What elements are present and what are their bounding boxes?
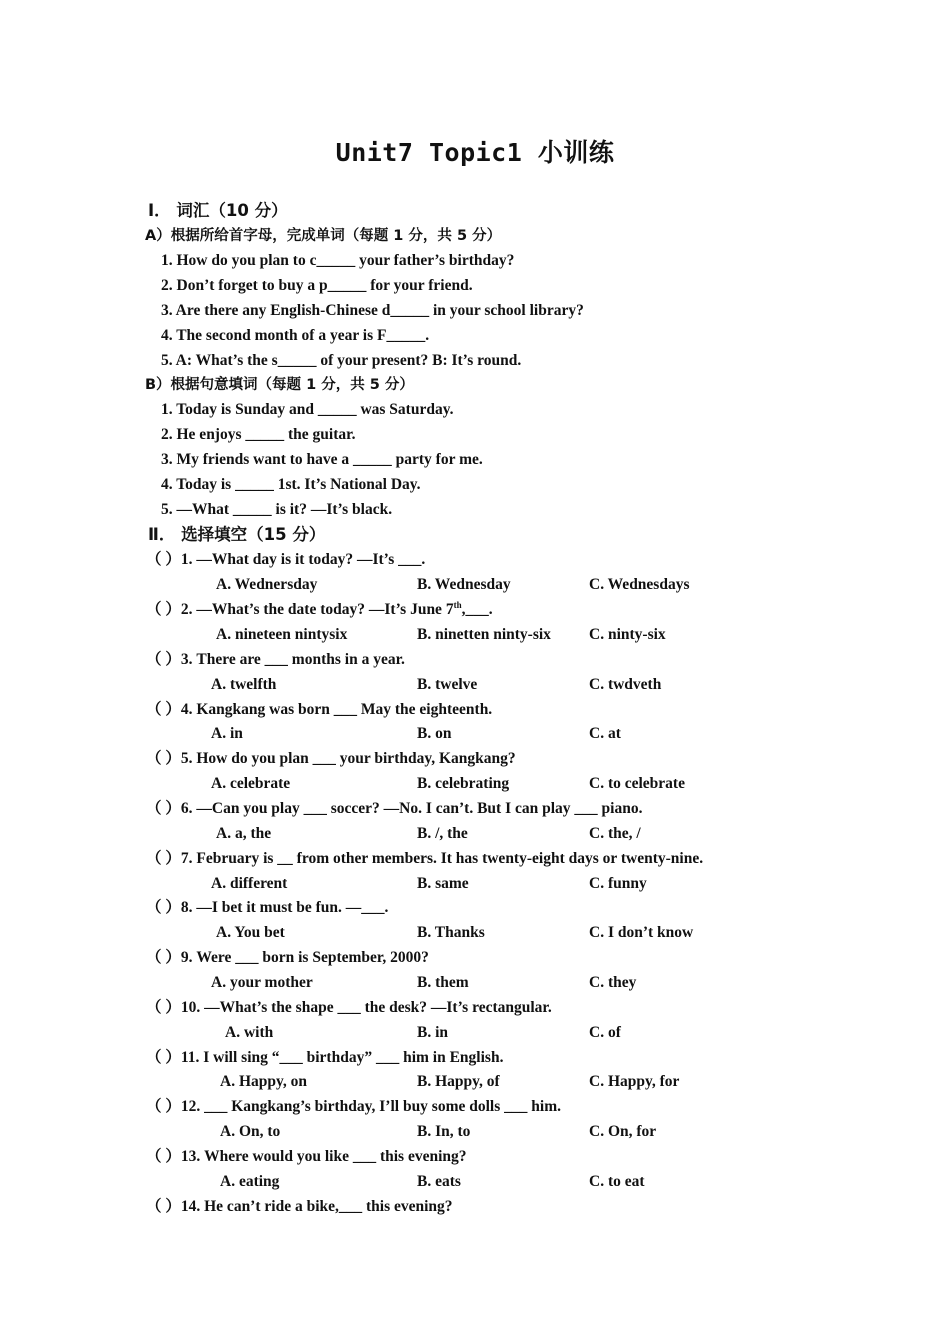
- question-2-text: （ ）2. —What’s the date today? —It’s June 7: [146, 601, 454, 618]
- part-b-heading: B）根据句意填词（每题 1 分，共 5 分）: [145, 377, 414, 393]
- question-7-option-b: B. same: [417, 875, 469, 892]
- question-3-option-a: A. twelfth: [211, 676, 277, 693]
- question-9-option-b: B. them: [417, 974, 469, 991]
- question-5-option-b: B. celebrating: [417, 775, 510, 792]
- question-7: （ ）7. February is __ from other members. It has twenty-eight days or twenty-nine.: [146, 850, 704, 867]
- question-2-option-c: C. ninty-six: [589, 626, 666, 643]
- part-a-item-4: 4. The second month of a year is F_____.: [161, 327, 430, 344]
- page-title: Unit7 Topic1 小训练: [335, 138, 615, 167]
- question-6-option-c: C. the, /: [589, 825, 641, 842]
- question-12-option-b: B. In, to: [417, 1123, 471, 1140]
- question-11-option-b: B. Happy, of: [417, 1073, 500, 1090]
- question-12-option-c: C. On, for: [589, 1123, 657, 1140]
- question-12-option-a: A. On, to: [220, 1123, 281, 1140]
- question-2-option-a: A. nineteen nintysix: [216, 626, 348, 643]
- part-b-item-1: 1. Today is Sunday and _____ was Saturday.: [161, 401, 454, 418]
- part-b-item-5: 5. —What _____ is it? —It’s black.: [161, 501, 393, 518]
- part-a-item-2: 2. Don’t forget to buy a p_____ for your friend.: [161, 277, 473, 294]
- question-4-option-c: C. at: [589, 725, 621, 742]
- question-8-option-c: C. I don’t know: [589, 924, 694, 941]
- question-3: （ ）3. There are ___ months in a year.: [146, 651, 405, 668]
- question-13-option-c: C. to eat: [589, 1173, 645, 1190]
- question-10: （ ）10. —What’s the shape ___ the desk? —It’s rectangular.: [146, 999, 552, 1016]
- part-b-item-4: 4. Today is _____ 1st. It’s National Day.: [161, 476, 421, 493]
- question-11: （ ）11. I will sing “___ birthday” ___ him in English.: [146, 1049, 504, 1066]
- part-a-item-3: 3. Are there any English-Chinese d_____ in your school library?: [161, 302, 584, 319]
- question-10-option-c: C. of: [589, 1024, 621, 1041]
- question-4-option-b: B. on: [417, 725, 452, 742]
- question-7-option-c: C. funny: [589, 875, 647, 892]
- question-8-option-b: B. Thanks: [417, 924, 485, 941]
- question-1-option-c: C. Wednesdays: [589, 576, 690, 593]
- part-a-heading: A）根据所给首字母，完成单词（每题 1 分，共 5 分）: [145, 228, 502, 244]
- question-3-option-b: B. twelve: [417, 676, 478, 693]
- question-13-option-a: A. eating: [220, 1173, 280, 1190]
- question-3-option-c: C. twdveth: [589, 676, 662, 693]
- question-1: （ ）1. —What day is it today? —It’s ___.: [146, 551, 426, 568]
- part-b-item-3: 3. My friends want to have a _____ party for me.: [161, 451, 483, 468]
- question-2-text-end: ,___.: [461, 601, 493, 618]
- section-choice-heading: Ⅱ． 选择填空（15 分）: [148, 525, 326, 544]
- question-9: （ ）9. Were ___ born is September, 2000?: [146, 949, 429, 966]
- question-10-option-b: B. in: [417, 1024, 449, 1041]
- question-12: （ ）12. ___ Kangkang’s birthday, I’ll buy some dolls ___ him.: [146, 1098, 561, 1115]
- question-11-option-a: A. Happy, on: [220, 1073, 308, 1090]
- question-13-option-b: B. eats: [417, 1173, 461, 1190]
- question-9-option-a: A. your mother: [211, 974, 313, 991]
- part-a-item-1: 1. How do you plan to c_____ your father’s birthday?: [161, 252, 515, 269]
- question-14: （ ）14. He can’t ride a bike,___ this evening?: [146, 1198, 453, 1215]
- question-6: （ ）6. —Can you play ___ soccer? —No. I can’t. But I can play ___ piano.: [146, 800, 643, 817]
- question-6-option-a: A. a, the: [216, 825, 272, 842]
- question-2: [146, 600, 493, 620]
- question-6-option-b: B. /, the: [417, 825, 468, 842]
- question-2-superscript: th: [453, 599, 462, 610]
- question-5-option-c: C. to celebrate: [589, 775, 685, 792]
- question-9-option-c: C. they: [589, 974, 637, 991]
- question-13: （ ）13. Where would you like ___ this evening?: [146, 1148, 467, 1165]
- section-vocabulary-heading: Ⅰ． 词汇（10 分）: [148, 201, 288, 220]
- question-5: （ ）5. How do you plan ___ your birthday, Kangkang?: [146, 750, 516, 767]
- question-1-option-b: B. Wednesday: [417, 576, 511, 593]
- question-1-option-a: A. Wednersday: [216, 576, 318, 593]
- question-8: （ ）8. —I bet it must be fun. —___.: [146, 899, 389, 916]
- part-a-item-5: 5. A: What’s the s_____ of your present? B: It’s round.: [161, 352, 522, 369]
- question-11-option-c: C. Happy, for: [589, 1073, 680, 1090]
- question-8-option-a: A. You bet: [216, 924, 285, 941]
- question-5-option-a: A. celebrate: [211, 775, 291, 792]
- question-7-option-a: A. different: [211, 875, 288, 892]
- question-4: （ ）4. Kangkang was born ___ May the eighteenth.: [146, 701, 493, 718]
- question-10-option-a: A. with: [225, 1024, 274, 1041]
- question-2-option-b: B. ninetten ninty-six: [417, 626, 551, 643]
- question-4-option-a: A. in: [211, 725, 243, 742]
- part-b-item-2: 2. He enjoys _____ the guitar.: [161, 426, 356, 443]
